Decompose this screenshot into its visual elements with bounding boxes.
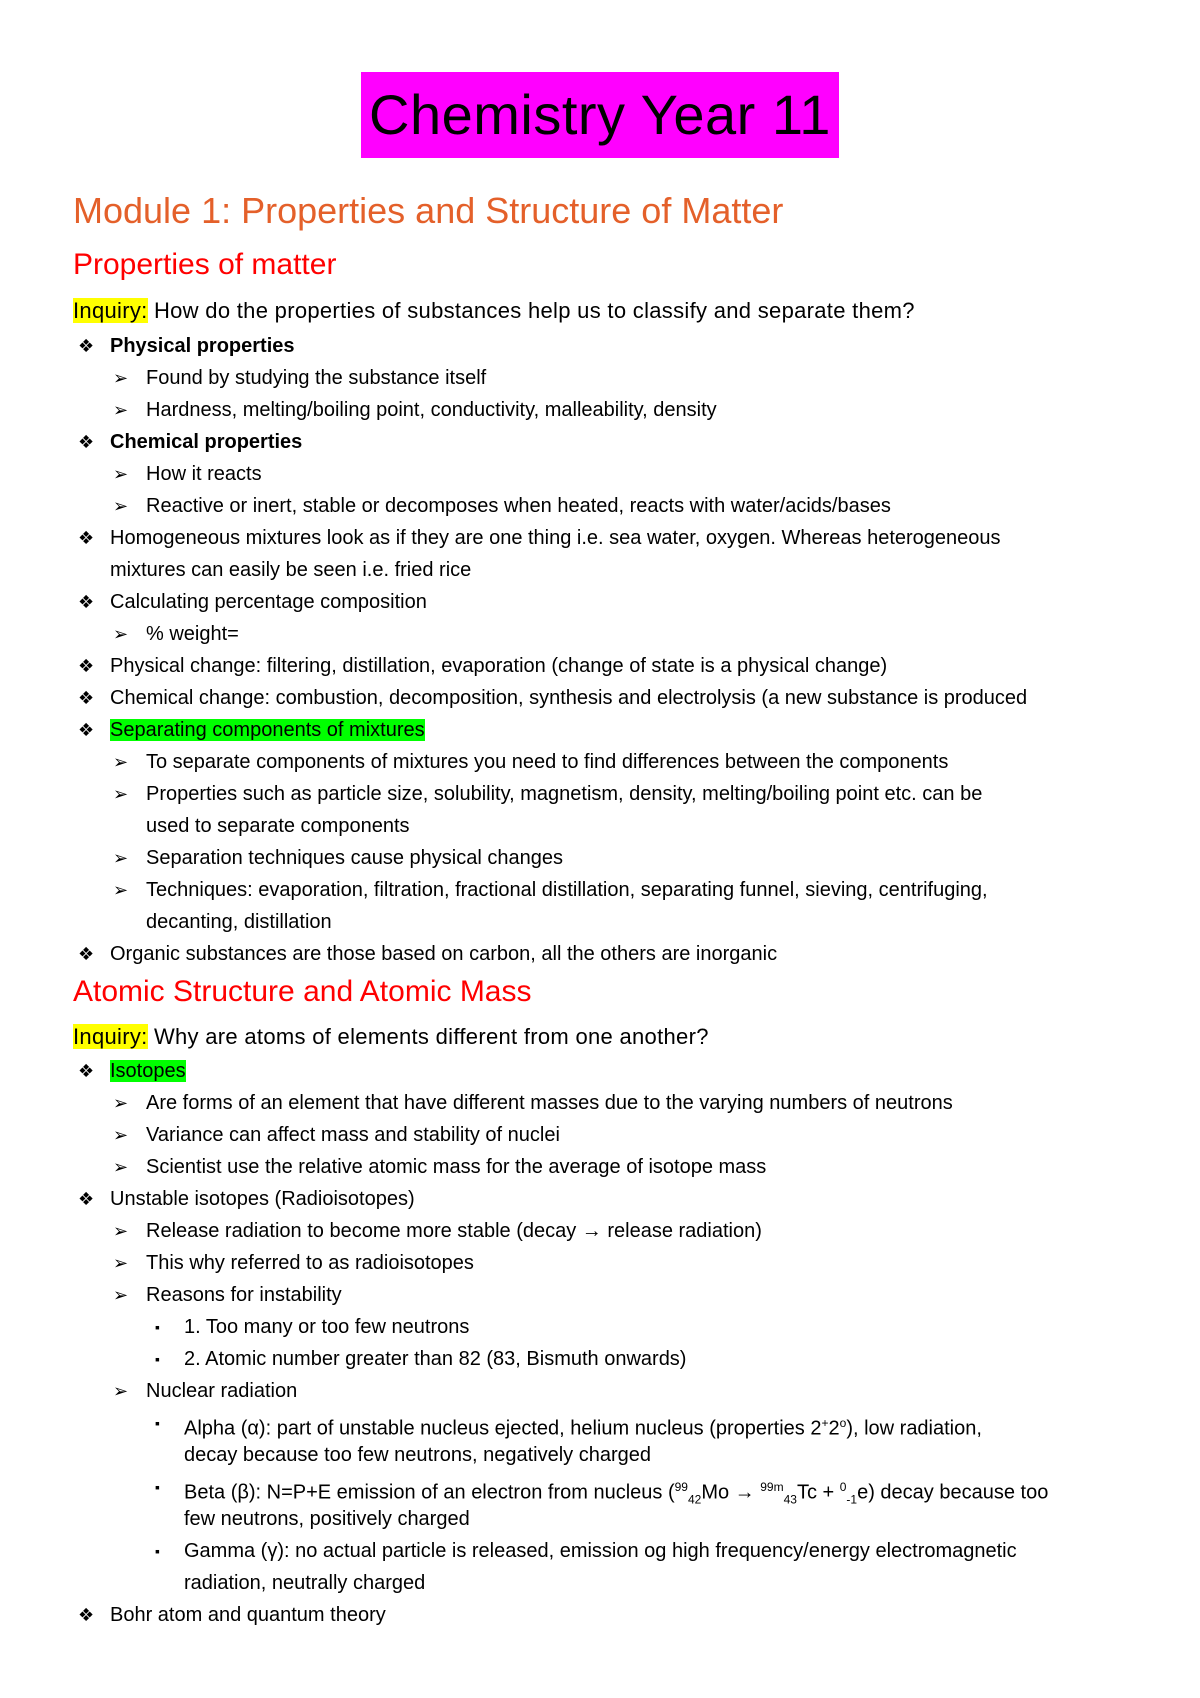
beta-text: e) decay because too <box>857 1481 1049 1504</box>
superscript: + <box>821 1416 829 1430</box>
list-item-continuation: decanting, distillation <box>146 911 332 933</box>
square-bullet-icon: ▪ <box>155 1351 160 1367</box>
list-item-continuation: few neutrons, positively charged <box>184 1508 470 1530</box>
diamond-bullet-icon: ❖ <box>78 336 95 356</box>
diamond-bullet-icon: ❖ <box>78 432 95 452</box>
inquiry-label: Inquiry: <box>73 298 148 323</box>
list-item-continuation: mixtures can easily be seen i.e. fried rice <box>110 559 472 581</box>
highlight-isotopes: Isotopes <box>110 1060 186 1082</box>
list-item-continuation: radiation, neutrally charged <box>184 1572 426 1594</box>
list-item: Found by studying the substance itself <box>146 367 487 389</box>
list-item: Reactive or inert, stable or decomposes when heated, reacts with water/acids/bases <box>146 495 891 517</box>
arrow-bullet-icon: ➢ <box>113 880 129 900</box>
diamond-bullet-icon: ❖ <box>78 944 95 964</box>
alpha-text: Alpha (α): part of unstable nucleus ejected, helium nucleus (properties 2 <box>184 1417 822 1440</box>
list-item: How it reacts <box>146 463 262 485</box>
list-item: 2. Atomic number greater than 82 (83, Bismuth onwards) <box>184 1348 687 1370</box>
list-item: Gamma (γ): no actual particle is released, emission og high frequency/energy electromagnetic <box>184 1540 1017 1562</box>
list-item: Release radiation to become more stable (decay → release radiation) <box>146 1220 762 1242</box>
diamond-bullet-icon: ❖ <box>78 720 95 740</box>
arrow-bullet-icon: ➢ <box>113 848 129 868</box>
superscript: 99m <box>760 1480 784 1494</box>
list-item: Organic substances are those based on carbon, all the others are inorganic <box>110 943 778 965</box>
arrow-bullet-icon: ➢ <box>113 496 129 516</box>
square-bullet-icon: ▪ <box>155 1415 160 1431</box>
list-item: Scientist use the relative atomic mass for the average of isotope mass <box>146 1156 767 1178</box>
square-bullet-icon: ▪ <box>155 1543 160 1559</box>
list-item-alpha <box>184 1410 982 1442</box>
diamond-bullet-icon: ❖ <box>78 1061 95 1081</box>
list-item: Nuclear radiation <box>146 1380 298 1402</box>
list-item: Variance can affect mass and stability of nuclei <box>146 1124 560 1146</box>
subscript: 42 <box>687 1492 702 1507</box>
diamond-bullet-icon: ❖ <box>78 528 95 548</box>
list-item: Homogeneous mixtures look as if they are one thing i.e. sea water, oxygen. Whereas heterogeneous <box>110 527 1001 549</box>
subscript: -1 <box>846 1492 858 1507</box>
list-item-isotopes <box>110 1058 186 1084</box>
list-item: Are forms of an element that have different masses due to the varying numbers of neutrons <box>146 1092 953 1114</box>
list-item-continuation: used to separate components <box>146 815 410 837</box>
list-item: To separate components of mixtures you need to find differences between the components <box>146 751 949 773</box>
arrow-bullet-icon: ➢ <box>113 464 129 484</box>
inquiry-text: How do the properties of substances help us to classify and separate them? <box>147 298 915 323</box>
arrow-bullet-icon: ➢ <box>113 368 129 388</box>
arrow-bullet-icon: ➢ <box>113 1253 129 1273</box>
arrow-bullet-icon: ➢ <box>113 1285 129 1305</box>
diamond-bullet-icon: ❖ <box>78 656 95 676</box>
square-bullet-icon: ▪ <box>155 1319 160 1335</box>
list-item: Unstable isotopes (Radioisotopes) <box>110 1188 415 1210</box>
diamond-bullet-icon: ❖ <box>78 688 95 708</box>
list-item: Chemical change: combustion, decomposition, synthesis and electrolysis (a new substance is produced <box>110 687 1028 709</box>
list-item-continuation: decay because too few neutrons, negatively charged <box>184 1444 651 1466</box>
superscript: o <box>839 1416 847 1430</box>
beta-text: Mo → <box>701 1481 761 1504</box>
arrow-bullet-icon: ➢ <box>113 1157 129 1177</box>
module-heading: Module 1: Properties and Structure of Matter <box>73 190 784 231</box>
title-wrapper <box>0 72 1200 158</box>
list-item: Hardness, melting/boiling point, conductivity, malleability, density <box>146 399 717 421</box>
inquiry-atomic <box>73 1024 709 1050</box>
diamond-bullet-icon: ❖ <box>78 1605 95 1625</box>
inquiry-text: Why are atoms of elements different from one another? <box>147 1024 709 1049</box>
arrow-bullet-icon: ➢ <box>113 624 129 644</box>
section-heading-properties: Properties of matter <box>73 248 337 281</box>
beta-text: Tc + <box>796 1481 840 1504</box>
superscript: 99 <box>674 1480 688 1494</box>
arrow-bullet-icon: ➢ <box>113 400 129 420</box>
list-item: Bohr atom and quantum theory <box>110 1604 386 1626</box>
arrow-bullet-icon: ➢ <box>113 1125 129 1145</box>
list-item-physical-properties: Physical properties <box>110 335 295 357</box>
square-bullet-icon: ▪ <box>155 1479 160 1495</box>
list-item: Separation techniques cause physical changes <box>146 847 563 869</box>
arrow-bullet-icon: ➢ <box>113 1221 129 1241</box>
arrow-bullet-icon: ➢ <box>113 1381 129 1401</box>
document-title: Chemistry Year 11 <box>361 72 839 158</box>
list-item: Physical change: filtering, distillation, evaporation (change of state is a physical change) <box>110 655 888 677</box>
list-item: Techniques: evaporation, filtration, fractional distillation, separating funnel, sieving, centrifuging, <box>146 879 988 901</box>
inquiry-properties <box>73 298 915 324</box>
highlight-separating: Separating components of mixtures <box>110 719 425 741</box>
list-item: % weight= <box>146 623 239 645</box>
section-heading-atomic: Atomic Structure and Atomic Mass <box>73 975 532 1008</box>
arrow-bullet-icon: ➢ <box>113 1093 129 1113</box>
alpha-text: ), low radiation, <box>846 1417 982 1440</box>
list-item-separating <box>110 717 425 743</box>
superscript: 0 <box>839 1480 847 1494</box>
diamond-bullet-icon: ❖ <box>78 592 95 612</box>
arrow-bullet-icon: ➢ <box>113 752 129 772</box>
list-item: 1. Too many or too few neutrons <box>184 1316 470 1338</box>
list-item: Properties such as particle size, solubility, magnetism, density, melting/boiling point etc. can be <box>146 783 983 805</box>
subscript: 43 <box>783 1492 797 1507</box>
arrow-bullet-icon: ➢ <box>113 784 129 804</box>
list-item: This why referred to as radioisotopes <box>146 1252 474 1274</box>
beta-text: Beta (β): N=P+E emission of an electron from nucleus ( <box>184 1481 675 1504</box>
alpha-text: 2 <box>828 1417 840 1440</box>
diamond-bullet-icon: ❖ <box>78 1189 95 1209</box>
list-item: Calculating percentage composition <box>110 591 427 613</box>
inquiry-label: Inquiry: <box>73 1024 148 1049</box>
list-item: Reasons for instability <box>146 1284 342 1306</box>
list-item-chemical-properties: Chemical properties <box>110 431 303 453</box>
